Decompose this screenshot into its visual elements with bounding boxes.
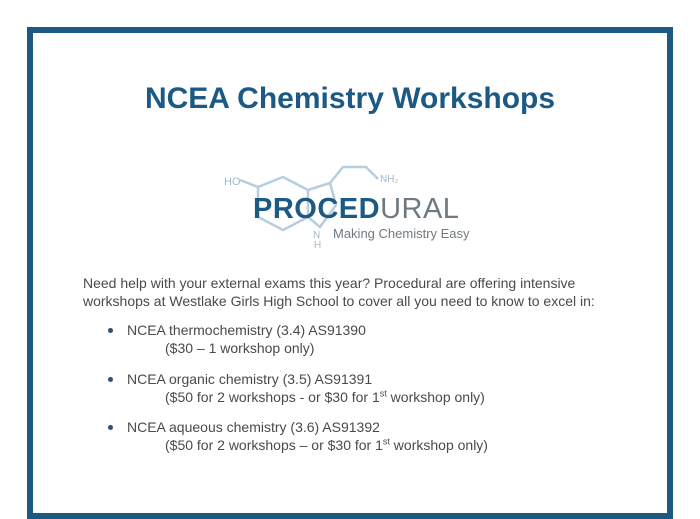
- workshop-name: NCEA organic chemistry (3.5) AS91391: [127, 371, 373, 387]
- page-title: NCEA Chemistry Workshops: [144, 82, 556, 115]
- svg-text:NH₂: NH₂: [380, 174, 399, 185]
- intro-line-2: workshops at Westlake Girls High School to cover all you need to know to excel in:: [83, 293, 595, 309]
- procedural-logo: [218, 165, 488, 250]
- workshop-name: NCEA thermochemistry (3.4) AS91390: [127, 322, 366, 338]
- workshop-price: ($50 for 2 workshops - or $30 for 1st workshop only): [165, 388, 485, 405]
- svg-text:N: N: [313, 230, 321, 241]
- workshop-price: ($50 for 2 workshops – or $30 for 1st workshop only): [165, 436, 488, 453]
- svg-text:HO: HO: [224, 176, 241, 188]
- brand-tagline: Making Chemistry Easy: [333, 226, 470, 241]
- workshop-price: ($30 – 1 workshop only): [165, 340, 315, 356]
- bullet: [108, 328, 113, 333]
- brand-name: PROCEDURAL: [253, 193, 460, 225]
- svg-text:H: H: [314, 240, 322, 250]
- bullet: [108, 425, 113, 430]
- intro-line-1: Need help with your external exams this year? Procedural are offering intensive: [83, 275, 576, 291]
- bullet: [108, 377, 113, 382]
- workshop-name: NCEA aqueous chemistry (3.6) AS91392: [127, 419, 380, 435]
